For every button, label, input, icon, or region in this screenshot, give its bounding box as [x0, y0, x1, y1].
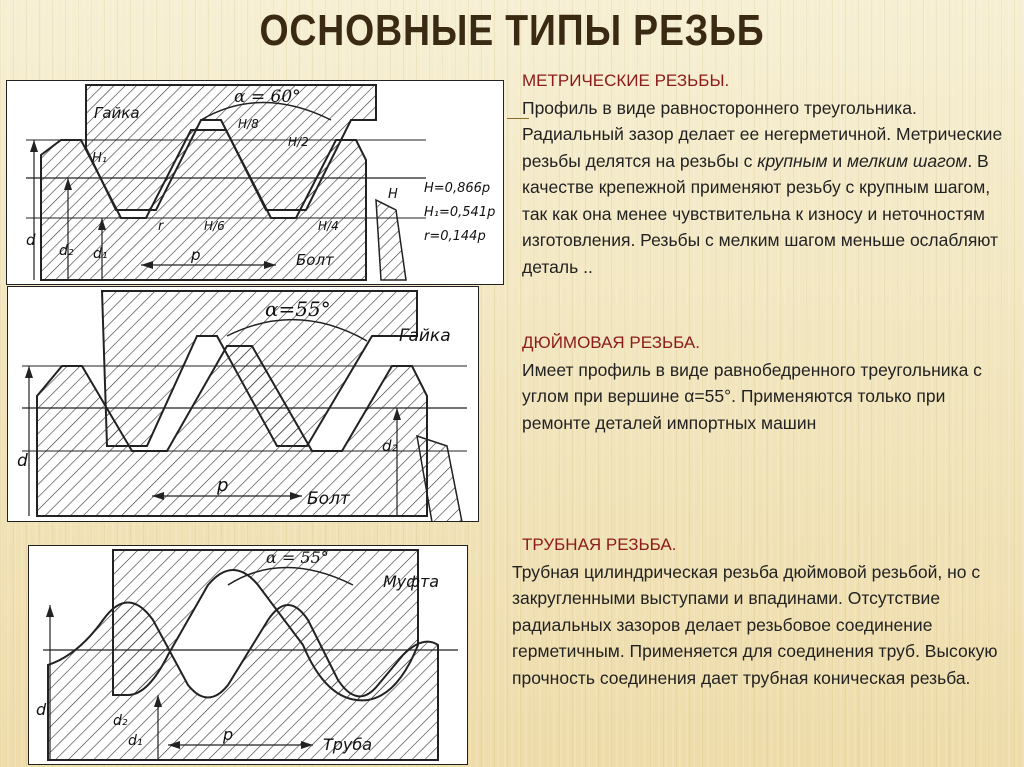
metric-italic-fine: мелким шагом [847, 150, 968, 171]
metric-text-part-2: . В качестве крепежной применяют резьбу с крупным шагом, так как она менее чувствительна к износу и неточностям изготовления. Резьбы с мелким шагом меньше ослабляют деталь .. [522, 150, 999, 277]
d1-label: d₁ [93, 246, 108, 262]
inch-thread-svg [7, 286, 479, 522]
metric-thread-body [522, 95, 1017, 281]
pipe-label: Труба [323, 735, 373, 754]
d2-label: d₂ [59, 243, 74, 259]
inch-text-part-1: Имеет профиль в виде равнобедренного треугольника с углом при вершине [522, 359, 982, 406]
h2-label: H/2 [288, 135, 309, 149]
h1-label: H₁ [92, 151, 107, 166]
pipe-thread-heading: ТРУБНАЯ РЕЗЬБА. [522, 535, 677, 554]
inch-thread-heading: ДЮЙМОВАЯ РЕЗЬБА. [522, 333, 700, 352]
d2-label: d₂ [382, 437, 398, 455]
inch-text-part-2: Применяются только при ремонте деталей импортных машин [522, 386, 946, 433]
bolt-label: Болт [296, 251, 334, 269]
d2-label: d₂ [113, 713, 128, 729]
pipe-thread-svg [28, 545, 468, 765]
inch-alpha: α=55°. [684, 386, 736, 406]
formula-r: r=0,144p [424, 229, 486, 244]
d1-label: d₁ [128, 733, 143, 749]
metric-thread-section [522, 68, 1017, 280]
radius-label: r [158, 219, 164, 234]
h6-label: H/6 [204, 219, 225, 233]
pitch-label: p [223, 725, 234, 744]
formula-h1: H₁=0,541p [424, 205, 496, 220]
formula-h: H=0,866p [424, 181, 491, 196]
bolt-label: Болт [307, 489, 350, 509]
h8-label: H/8 [238, 117, 259, 131]
d-label: d [17, 451, 28, 471]
page-title: ОСНОВНЫЕ ТИПЫ РЕЗЬБ [259, 6, 765, 55]
angle-label: α = 55° [266, 548, 329, 567]
h-label: H [388, 187, 398, 202]
nut-label: Гайка [94, 104, 140, 122]
pitch-label: p [191, 246, 201, 264]
angle-label: α=55° [265, 297, 331, 321]
metric-thread-diagram [6, 80, 504, 285]
metric-thread-svg [6, 80, 504, 285]
pipe-thread-body: Трубная цилиндрическая резьба дюймовой резьбой, но с закругленными выступами и впадинами. Отсутствие радиальных зазоров делает резьбовое соединение герметичным. Применяется для соединения труб. Высокую прочность соединения дает трубная коническая резьба. [512, 561, 998, 688]
metric-text-and: и [827, 150, 848, 171]
metric-italic-coarse: крупным [757, 150, 828, 171]
metric-text-part-1: Профиль в виде равностороннего треугольника. Радиальный зазор делает ее негерметичной. Метрические резьбы делятся на резьбы с [522, 97, 1003, 171]
d-label: d [36, 700, 47, 719]
angle-label: α = 60° [234, 87, 301, 107]
metric-thread-heading: МЕТРИЧЕСКИЕ РЕЗЬБЫ. [522, 71, 730, 90]
coupling-label: Муфта [383, 572, 440, 591]
d-label: d [26, 231, 36, 249]
h4-label: H/4 [318, 219, 339, 233]
inch-thread-section [522, 330, 1002, 436]
inch-thread-body [522, 357, 1002, 437]
nut-label: Гайка [399, 326, 451, 346]
pitch-label: p [217, 475, 229, 496]
pipe-thread-diagram [28, 545, 468, 765]
inch-thread-diagram [7, 286, 479, 522]
pipe-thread-section [512, 532, 1017, 691]
